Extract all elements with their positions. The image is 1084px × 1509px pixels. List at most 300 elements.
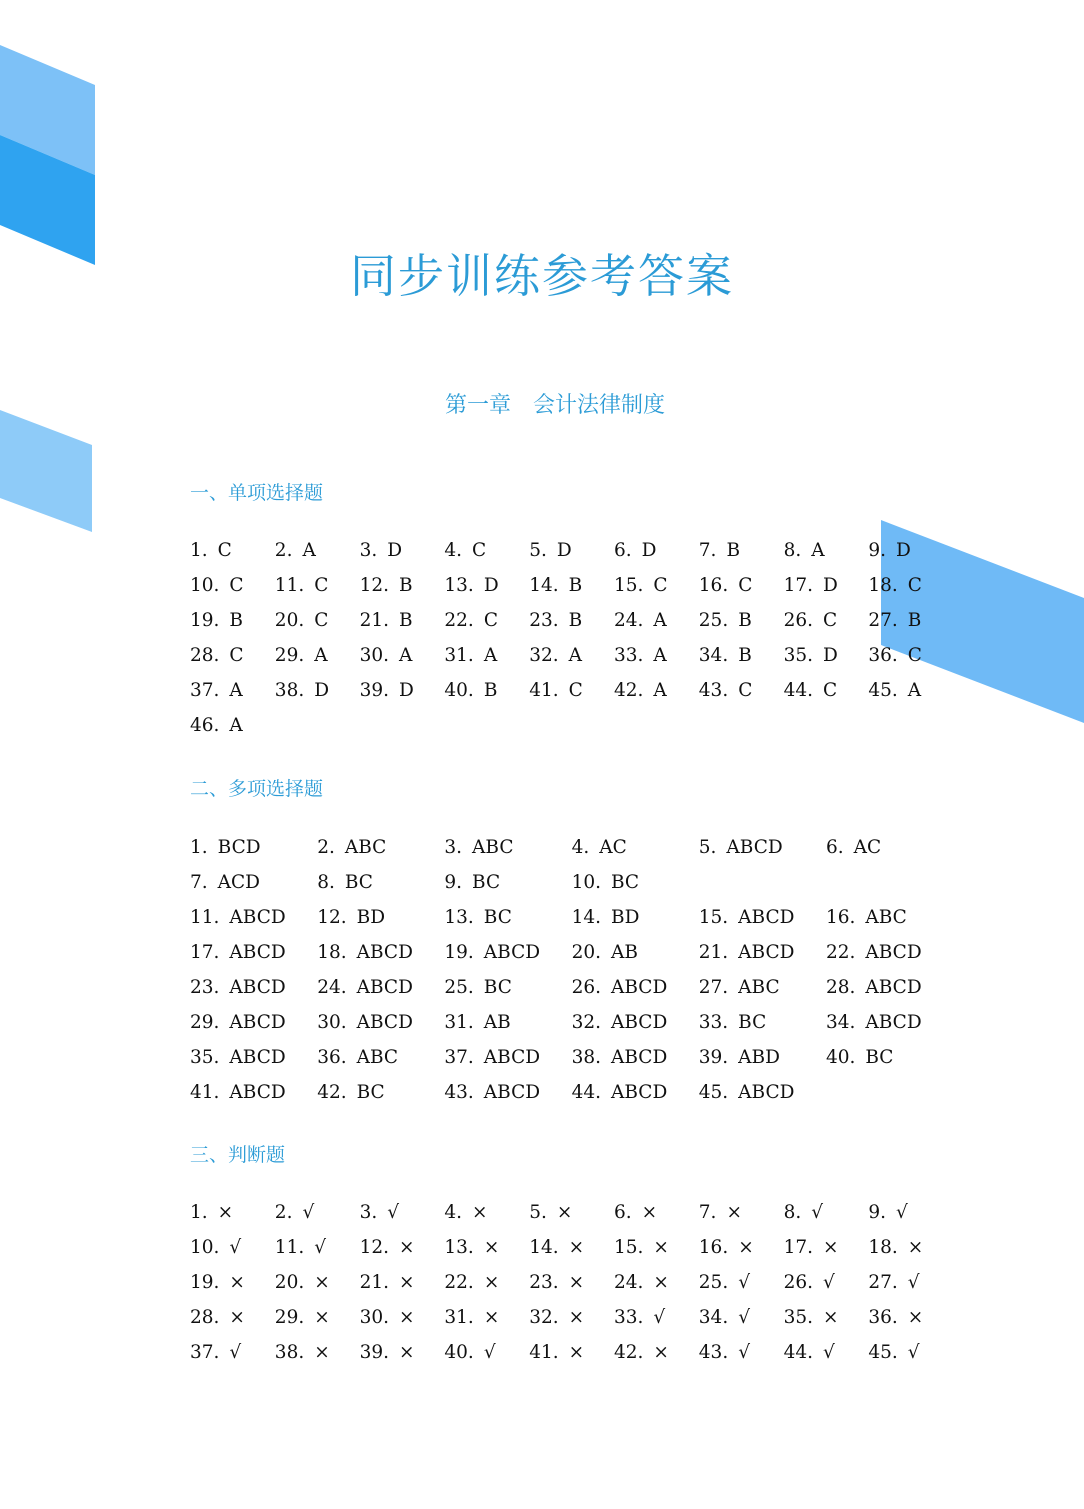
answer-item [699, 935, 826, 970]
answer-item [190, 1195, 275, 1230]
answer-value: × [483, 1307, 500, 1328]
question-number: 37. [190, 680, 220, 701]
question-number: 19. [190, 1272, 220, 1293]
answer-value: ABC [356, 1047, 399, 1068]
answer-item [572, 1040, 699, 1075]
question-number: 36. [317, 1047, 347, 1068]
question-number: 29. [274, 645, 305, 666]
answer-value: × [823, 1307, 839, 1328]
answer-value: ABCD [483, 1047, 541, 1068]
question-number: 7. [698, 540, 717, 561]
answer-item [699, 1195, 784, 1230]
answer-item [190, 1300, 275, 1335]
question-number: 5. [698, 837, 717, 858]
answer-value: BC [356, 1082, 385, 1103]
question-number: 25. [698, 1272, 729, 1293]
answer-value: C [472, 540, 487, 561]
answer-value: BC [483, 907, 512, 928]
answer-item [444, 935, 571, 970]
question-number: 26. [783, 1272, 813, 1293]
question-number: 17. [190, 942, 220, 963]
answer-item [275, 1195, 360, 1230]
question-number: 18. [868, 575, 898, 596]
answer-item [190, 603, 275, 638]
answer-value: B [738, 645, 752, 666]
answer-value: ABCD [356, 977, 413, 998]
answer-value: × [399, 1237, 415, 1258]
answer-value: × [483, 1272, 500, 1293]
answer-item [190, 1265, 275, 1300]
question-number: 37. [444, 1047, 474, 1068]
answer-item [529, 1195, 614, 1230]
answer-item [444, 638, 529, 673]
answer-item [572, 970, 699, 1005]
question-number: 25. [444, 977, 474, 998]
answer-value: D [823, 645, 838, 666]
answer-item [614, 1335, 699, 1370]
question-number: 27. [698, 977, 729, 998]
answer-value: × [556, 1202, 573, 1223]
answer-value: ABCD [356, 942, 413, 963]
answer-value: × [229, 1307, 245, 1328]
question-number: 43. [444, 1082, 474, 1103]
question-number: 13. [444, 1237, 474, 1258]
question-number: 8. [783, 540, 802, 561]
question-number: 34. [825, 1012, 856, 1033]
answer-value: B [738, 610, 752, 631]
question-number: 10. [190, 575, 220, 596]
question-number: 22. [444, 610, 474, 631]
question-number: 33. [698, 1012, 729, 1033]
answer-value: × [314, 1272, 330, 1293]
question-number: 24. [317, 977, 347, 998]
answer-value: A [811, 540, 825, 561]
answer-value: √ [738, 1272, 750, 1293]
question-number: 28. [190, 645, 220, 666]
question-number: 3. [359, 540, 378, 561]
answer-item [868, 1265, 953, 1300]
question-number: 34. [698, 645, 729, 666]
answer-item [572, 1075, 699, 1110]
answer-value: D [556, 540, 572, 561]
answer-value: A [314, 645, 328, 666]
answer-item [444, 1075, 571, 1110]
answer-value: ACD [217, 872, 261, 893]
answer-item [614, 1230, 699, 1265]
question-number: 44. [571, 1082, 601, 1103]
answer-item [529, 1300, 614, 1335]
answer-item [868, 533, 953, 568]
question-number: 45. [868, 1342, 898, 1363]
question-number: 3. [444, 837, 463, 858]
answer-item [444, 1040, 571, 1075]
answer-item [317, 830, 444, 865]
answer-value: ABCD [229, 942, 286, 963]
question-number: 39. [698, 1047, 729, 1068]
question-number: 33. [613, 1307, 644, 1328]
answer-item [190, 708, 275, 743]
answer-item [784, 1230, 869, 1265]
question-number: 2. [317, 837, 335, 858]
answer-value: × [483, 1237, 500, 1258]
answer-item [190, 970, 317, 1005]
answer-item [275, 673, 360, 708]
answer-value: ABCD [738, 907, 795, 928]
answer-value: B [483, 680, 498, 701]
answer-item [360, 568, 445, 603]
answer-value: √ [907, 1272, 920, 1293]
answer-value: B [229, 610, 244, 631]
answer-item [317, 865, 444, 900]
answer-value: AB [483, 1012, 511, 1033]
question-number: 41. [529, 680, 559, 701]
question-number: 26. [571, 977, 601, 998]
answer-item [190, 673, 275, 708]
answer-item [868, 1230, 953, 1265]
answer-value: × [314, 1342, 330, 1363]
answer-item [614, 1300, 699, 1335]
answer-value: √ [229, 1342, 242, 1363]
answer-item [614, 568, 699, 603]
answer-value: ABCD [865, 1012, 922, 1033]
answer-value: × [641, 1202, 658, 1223]
answer-value: ABCD [726, 837, 783, 858]
question-number: 10. [190, 1237, 220, 1258]
question-number: 18. [868, 1237, 898, 1258]
answer-item [699, 900, 826, 935]
answer-item [784, 1195, 869, 1230]
answer-item [360, 1265, 445, 1300]
question-number: 31. [444, 1307, 474, 1328]
answer-value: × [568, 1272, 585, 1293]
answer-value: BD [610, 907, 640, 928]
answer-item [190, 935, 317, 970]
answer-value: A [399, 645, 413, 666]
answer-item [826, 865, 953, 900]
answer-value: × [907, 1237, 924, 1258]
question-number: 38. [274, 680, 305, 701]
answer-value: A [229, 715, 243, 736]
answer-item [784, 1265, 869, 1300]
answer-item [572, 865, 699, 900]
question-number: 20. [571, 942, 601, 963]
answer-item [317, 900, 444, 935]
answer-value: C [314, 610, 329, 631]
answer-item [190, 830, 317, 865]
answer-item [360, 603, 445, 638]
answer-item [868, 568, 953, 603]
answer-value: BC [865, 1047, 894, 1068]
answer-value: C [314, 575, 329, 596]
answer-item [360, 638, 445, 673]
answer-value: ABC [472, 837, 514, 858]
answer-value: BD [356, 907, 386, 928]
answer-item [317, 1040, 444, 1075]
answer-item [572, 900, 699, 935]
question-number: 10. [571, 872, 601, 893]
answer-value: D [399, 680, 414, 701]
answer-item [826, 935, 953, 970]
answer-item [275, 533, 360, 568]
answer-value: B [907, 610, 922, 631]
answer-value: × [653, 1272, 669, 1293]
answer-item [529, 533, 614, 568]
answer-item [699, 1230, 784, 1265]
question-number: 41. [529, 1342, 559, 1363]
answer-value: A [653, 645, 667, 666]
question-number: 11. [274, 1237, 305, 1258]
answer-item [275, 1300, 360, 1335]
answer-item [699, 638, 784, 673]
question-number: 8. [317, 872, 335, 893]
answer-value: √ [314, 1237, 327, 1258]
answer-item [699, 1265, 784, 1300]
answer-item [784, 1335, 869, 1370]
answer-value: B [399, 610, 413, 631]
answer-item [444, 1335, 529, 1370]
answer-value: D [483, 575, 499, 596]
question-number: 38. [274, 1342, 305, 1363]
answer-item [275, 1335, 360, 1370]
answer-item [784, 1300, 869, 1335]
question-number: 11. [190, 907, 220, 928]
answer-item [529, 1335, 614, 1370]
question-number: 40. [444, 1342, 474, 1363]
answer-value: C [907, 645, 922, 666]
answer-value: ABD [738, 1047, 780, 1068]
answer-value: × [217, 1202, 234, 1223]
answer-item [699, 1300, 784, 1335]
question-number: 45. [698, 1082, 729, 1103]
question-number: 13. [444, 907, 474, 928]
answer-item [444, 1230, 529, 1265]
question-number: 38. [571, 1047, 601, 1068]
question-number: 9. [868, 1202, 887, 1223]
question-number: 25. [698, 610, 729, 631]
answer-item [444, 830, 571, 865]
answer-value: A [568, 645, 582, 666]
answer-value: ABC [344, 837, 387, 858]
answer-item [360, 673, 445, 708]
question-number: 35. [190, 1047, 220, 1068]
question-number: 18. [317, 942, 347, 963]
answer-item [444, 1005, 571, 1040]
question-number: 14. [529, 575, 559, 596]
question-number: 1. [190, 540, 208, 561]
question-number: 42. [613, 1342, 644, 1363]
answer-value: ABCD [610, 1012, 668, 1033]
answer-item [826, 830, 953, 865]
answer-value: √ [907, 1342, 920, 1363]
question-number: 20. [274, 1272, 305, 1293]
answer-value: ABCD [229, 1012, 286, 1033]
answer-item [529, 1230, 614, 1265]
question-number: 27. [868, 1272, 898, 1293]
answer-value: × [653, 1342, 669, 1363]
answer-value: BCD [217, 837, 261, 858]
question-number: 6. [825, 837, 844, 858]
question-number: 30. [359, 1307, 390, 1328]
question-number: 23. [529, 610, 559, 631]
question-number: 32. [529, 645, 559, 666]
answer-value: D [823, 575, 838, 596]
question-number: 8. [783, 1202, 802, 1223]
answer-value: D [314, 680, 330, 701]
answer-item [826, 970, 953, 1005]
answer-item [275, 1230, 360, 1265]
answer-value: BC [738, 1012, 767, 1033]
answer-value: ABCD [610, 1047, 668, 1068]
question-number: 32. [571, 1012, 601, 1033]
answer-value: A [483, 645, 498, 666]
question-number: 13. [444, 575, 474, 596]
answer-value: √ [896, 1202, 908, 1223]
question-number: 44. [783, 680, 813, 701]
answer-item [529, 673, 614, 708]
answer-value: √ [483, 1342, 496, 1363]
answer-value: √ [302, 1202, 315, 1223]
question-number: 24. [613, 1272, 644, 1293]
answer-value: B [568, 610, 583, 631]
answer-value: ABCD [356, 1012, 413, 1033]
section-heading-single-choice: 一、单项选择题 [190, 482, 324, 504]
answer-value: × [568, 1342, 585, 1363]
answer-value: C [568, 680, 583, 701]
question-number: 6. [613, 1202, 632, 1223]
answer-item [190, 568, 275, 603]
question-number: 30. [359, 645, 390, 666]
question-number: 28. [190, 1307, 220, 1328]
answer-item [444, 568, 529, 603]
question-number: 2. [274, 1202, 293, 1223]
answer-item [699, 1075, 826, 1110]
answer-item [444, 900, 571, 935]
question-number: 42. [613, 680, 644, 701]
answer-item [784, 638, 869, 673]
answer-item [784, 533, 869, 568]
answer-value: × [399, 1342, 415, 1363]
question-number: 21. [359, 1272, 390, 1293]
question-number: 5. [529, 540, 547, 561]
answer-value: C [217, 540, 232, 561]
question-number: 39. [359, 1342, 390, 1363]
question-number: 26. [783, 610, 813, 631]
answer-item [614, 603, 699, 638]
answer-value: D [641, 540, 657, 561]
question-number: 43. [698, 1342, 729, 1363]
answer-item [190, 865, 317, 900]
answer-item [868, 603, 953, 638]
answer-value: ABCD [229, 1082, 286, 1103]
question-number: 4. [444, 540, 463, 561]
question-number: 12. [359, 575, 390, 596]
answer-item [699, 1335, 784, 1370]
stripe-mid-left-light [0, 410, 92, 532]
question-number: 17. [783, 575, 813, 596]
answer-item [868, 1195, 953, 1230]
question-number: 1. [190, 1202, 208, 1223]
answer-item [190, 638, 275, 673]
section-heading-multiple-choice: 二、多项选择题 [190, 778, 324, 800]
answer-item [614, 533, 699, 568]
answer-value: × [472, 1202, 488, 1223]
answer-value: √ [823, 1272, 835, 1293]
answer-value: √ [738, 1342, 750, 1363]
answer-value: ABCD [865, 942, 922, 963]
answer-value: × [726, 1202, 742, 1223]
question-number: 24. [613, 610, 644, 631]
question-number: 15. [613, 1237, 644, 1258]
answer-value: ABCD [483, 942, 541, 963]
question-number: 32. [529, 1307, 559, 1328]
answer-value: √ [229, 1237, 242, 1258]
answer-value: × [653, 1237, 669, 1258]
answer-value: ABCD [229, 907, 286, 928]
answer-item [784, 673, 869, 708]
question-number: 43. [698, 680, 729, 701]
answer-item [317, 1075, 444, 1110]
question-number: 27. [868, 610, 898, 631]
answer-item [360, 1335, 445, 1370]
answer-item [360, 533, 445, 568]
answer-value: × [568, 1237, 585, 1258]
answer-item [317, 970, 444, 1005]
answer-value: × [229, 1272, 245, 1293]
question-number: 22. [825, 942, 856, 963]
answer-value: × [399, 1307, 415, 1328]
question-number: 5. [529, 1202, 547, 1223]
answer-item [699, 568, 784, 603]
question-number: 31. [444, 1012, 474, 1033]
question-number: 28. [825, 977, 856, 998]
answer-value: ABCD [483, 1082, 541, 1103]
answer-item [317, 1005, 444, 1040]
answer-value: BC [472, 872, 501, 893]
answer-item [868, 673, 953, 708]
answer-value: ABCD [229, 1047, 286, 1068]
question-number: 9. [444, 872, 463, 893]
question-number: 29. [190, 1012, 220, 1033]
answer-item [614, 673, 699, 708]
question-number: 33. [613, 645, 644, 666]
question-number: 2. [274, 540, 293, 561]
answer-item [699, 603, 784, 638]
question-number: 1. [190, 837, 208, 858]
question-number: 40. [444, 680, 474, 701]
question-number: 29. [274, 1307, 305, 1328]
answer-value: × [907, 1307, 924, 1328]
answer-value: √ [823, 1342, 835, 1363]
question-number: 40. [825, 1047, 856, 1068]
answer-item [444, 1195, 529, 1230]
answer-item [529, 603, 614, 638]
answer-value: AC [853, 837, 882, 858]
judgment-answers [190, 1195, 953, 1370]
answer-value: D [896, 540, 911, 561]
answer-item [444, 970, 571, 1005]
page-title: 同步训练参考答案 [350, 249, 734, 303]
answer-value: ABC [865, 907, 907, 928]
question-number: 11. [274, 575, 305, 596]
question-number: 41. [190, 1082, 220, 1103]
answer-item [360, 1300, 445, 1335]
answer-item [868, 1300, 953, 1335]
answer-value: A [907, 680, 922, 701]
answer-item [699, 673, 784, 708]
answer-item [614, 638, 699, 673]
answer-item [529, 568, 614, 603]
answer-item [826, 1005, 953, 1040]
